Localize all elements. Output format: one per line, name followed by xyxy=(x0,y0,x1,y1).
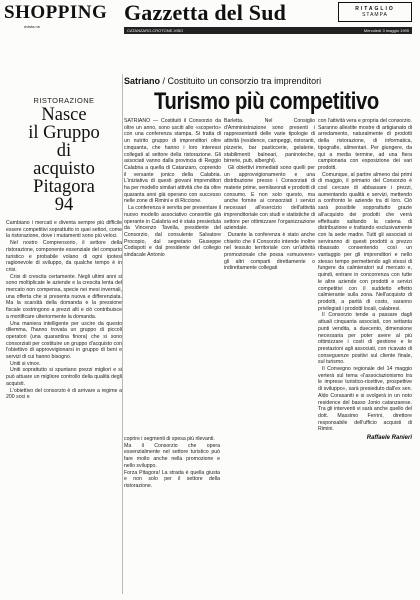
stamp-line-2: STAMPA xyxy=(362,12,388,18)
paragraph: Durante la conferenza è stato anche chiarito che il Consorzio intende inoltre nel tessuto territoriale con un'attività promozionale che possa «smuovere» gli altri comparti direttamente o indirettamente collegati xyxy=(224,231,315,272)
paragraph: Una maniera intelligente per uscire da questo dilemma, l'hanno trovata un gruppo di piccoli operatori (una quarantina finora) che si sono consorziati per costituire un gruppo d'acquisto con l'obiettivo di approvvigionarsi in gruppo di beni e servizi di cui hanno bisogno. xyxy=(6,320,122,361)
paragraph: Cambiano i mercati e diventa sempre più difficile essere competitivi soprattutto in quei settori, come la ristorazione, dove i mutamenti sono più veloci. xyxy=(6,220,122,240)
article-column-3 xyxy=(318,118,412,441)
left-article xyxy=(6,96,122,401)
shopping-subtitle: rivista nn xyxy=(24,24,41,29)
main-article-kicker xyxy=(124,76,321,86)
paragraph: La conferenza è servita per presentare il nuovo modello associativo consortile già operante in Calabria ed è stata presieduta da Vincenzo Tavella, presidente del Consorzio, dal consulente Salvatore Procopio, dal segretario Giuseppe Codispoti e dal presidente del collegio sindacale Antonio xyxy=(124,205,221,259)
kicker-location: Satriano xyxy=(124,76,161,86)
main-article-title: Turismo più competitivo xyxy=(154,88,379,115)
paragraph: Ma il Consorzio che opera essenzialmente nel settore turistico può fare molto anche nella promozione e nello sviluppo. xyxy=(124,442,220,469)
clipping-stamp xyxy=(338,2,412,22)
shopping-logo: SHOPPING xyxy=(4,2,108,23)
paragraph: Il Consorzio tende a passare dagli attuali cinquanta associati, con settanta punti vendita, a duecento, dimensione necessaria per poter avere al più ottimizzare i costi di gestione e le prestazioni agli associati, con ricavato di conseguenze positivi sul cliente finale, sul turismo. xyxy=(318,312,412,366)
paragraph: con l'attività vera e propria del consorzio. Saranno allestite mostre di artigianato di arredamento, naturalmente di prodotti della ristorazione, di informatica, tipografie, alimentari. Per giungere, da qui a media termine, ad una fiera campionaria con esposizione dei vari prodotti. xyxy=(318,118,412,171)
paragraph: Forza Pitagora! La strada è quella giusta e non solo per il settore della ristorazione. xyxy=(124,469,220,489)
paragraph: L'obiettivo del consorzio è di arrivare a regime a 200 soci e xyxy=(6,387,122,401)
byline: Raffaele Ranieri xyxy=(366,435,412,442)
headline-line: Nasce xyxy=(41,105,87,125)
headline-line: 94 xyxy=(54,195,74,215)
stamp-line-1: RITAGLIO xyxy=(355,6,395,12)
left-article-rubric: RISTORAZIONE xyxy=(33,96,95,105)
headline-line: acquisto xyxy=(33,159,95,179)
edition-region: CATANZARO-CROTONE-VIBO xyxy=(127,28,184,33)
paragraph: Nel nostro Comprensorio, il settore della ristorazione, componente essenziale del comparto turistico e probabile volano di ogni ipotesi ragionevole di sviluppo, da qualche tempo è in crisi. xyxy=(6,240,122,273)
edition-bar xyxy=(124,27,412,34)
kicker-text: / Costituito un consorzio tra imprenditori xyxy=(160,76,322,86)
paragraph: Il Convegno regionale del 14 maggio verterà sul tema «l'associazionismo tra le imprese turistico-ricettive, prospettive di sviluppo», sarà presieduto dall'ex sen. Aldo Corasaniti e si svolgerà in un noto residence del basso Jonio catanzarese. Tra gli interventi vi sarà anche quello del dott. Massimo Ferrini, direttore responsabile dell'ufficio acquisti di Rimini. xyxy=(318,366,412,433)
paragraph: Crisi di crescita certamente. Negli ultimi anni si sono moltiplicate le aziende e la crescita lenta del mercato non compensa, specie nei mesi invernali, una offerta che si presenta nuova e differenziata. Ma la scarsità della domanda e la pressione fiscale costringono a prezzi alti e ciò contribuisce a mortificare ulteriormente la domanda. xyxy=(6,273,122,320)
column-divider xyxy=(122,74,123,594)
headline-line: Pitagora xyxy=(33,177,95,197)
article-column-1 xyxy=(124,118,221,259)
paragraph: Comunque, al partire almeno dai primi di maggio, il primario del Consorzio è così cercare di abbassare i prezzi, aumentando qualità e servizi, mettendo a confronto le aziende tra di loro. Ciò sarà possibile sopprattutto grazie all'acquisto dei prodotti che verrà effettuato saltando la catena di distribuzione e trattando esclusivamente con la sede madre. Tutti gli associati si serviranno di questi prodotti a prezzo ribassato consentendo così un vantaggio per gli imprenditori e nello stesso tempo permettendo agli stessi di fungere da calmieratori sul mercato e, quindi, entrare in concorrenza con tutte le altre aziende con prodotti e servizi competitivi con il suddetto effetto calmierante sulla zona. Nell'acquisto di prodotti, a parità di costo, saranno privilegiati i prodotti locali, calabresi. xyxy=(318,171,412,312)
paragraph: Gli obiettivi immediati sono quelli per un approvvigionamento e una distribuzione presso i Consorziati di materie prime, semilavorati e prodotti di consumo. E non solo questo, ma anche fornire ai consorziati i servizi necessari all'esercizio dell'attività imprenditoriale con studi e statistiche di settore per ottimizzare l'organizzazione aziendale. xyxy=(224,164,315,232)
edition-date: Mercoledì 3 maggio 1995 xyxy=(363,28,409,33)
paragraph: SATRIANO — Costituiti il Consorzio da oltre un anno, sono usciti allo «scoperto» con una conferenza stampa. Si tratta di un nutrito gruppo di imprenditori oltre cinquanta, che hanno i loro interessi collegati al settore della ristorazione. Gli associati vanno dalla provincia di Reggio Calabria a quella di Catanzaro, coprendo il versante jonico della Calabria. L'iniziativa di questi giovani imprenditori ha per modello similari attività che da oltre quaranta anni già operano con successo nelle zone di Rimini e di Riccione. xyxy=(124,118,221,205)
paragraph: Uniti soprattutto si spuntano prezzi migliori e si può attuare un migliore controllo della qualità degli acquisti. xyxy=(6,367,122,387)
paragraph: Barletta. Nel Consiglio d'Amministrazione sono presenti i rappresentanti delle varie tipologie di attività (residence, campeggi, ristoranti, pizzerie, bar pasticcerie, gelaterie, stabilimenti balneari, paninoteche, birrerie, pub, alberghi). xyxy=(224,118,315,165)
left-article-headline xyxy=(6,106,122,214)
headline-line: di xyxy=(56,141,72,161)
headline-line: il Gruppo xyxy=(28,123,100,143)
paragraph: coprire i segmenti di spesa più rilevanti. xyxy=(124,436,215,442)
paragraph: Uniti si vince. xyxy=(10,360,41,367)
newspaper-title: Gazzetta del Sud xyxy=(124,0,287,25)
left-article-continuation xyxy=(124,436,220,490)
article-column-2 xyxy=(224,118,315,272)
